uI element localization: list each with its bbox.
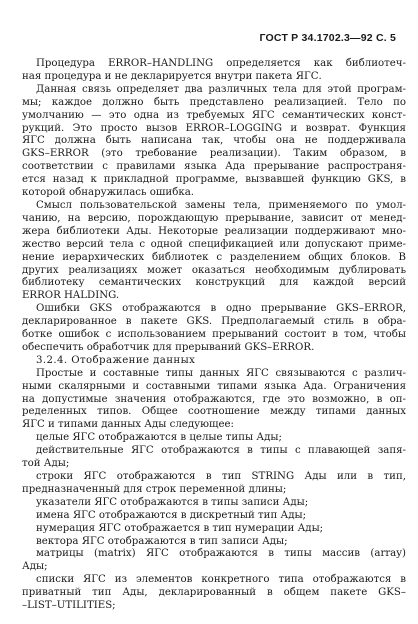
text-line: ная процедура и не декларируется внутри пакета ЯГС.	[22, 70, 322, 82]
text-line: строки ЯГС отображаются в тип STRING Ады или в тип,	[36, 471, 406, 482]
text-line: на допустимые значения отображаются, где это возможно, в оп-	[22, 393, 406, 405]
text-line: чанию, на версию, порождающую прерывание, зависит от менед-	[22, 212, 406, 224]
text-line: Смысл пользовательской замены тела, применяемого по умол-	[36, 199, 406, 211]
text-line: действительные ЯГС отображаются в типы с плавающей запя-	[36, 445, 406, 457]
text-line: соответствии с правилами языка Ада прерывание распространя-	[22, 161, 406, 173]
text-line: целые ЯГС отображаются в целые типы Ады;	[36, 432, 282, 444]
text-line: нумерация ЯГС отображается в тип нумерации Ады;	[36, 522, 324, 534]
text-line: –LIST–UTILITIES;	[22, 600, 116, 612]
text-line: обеспечить обработчик для прерываний GKS–ERROR.	[22, 341, 315, 353]
text-line: Ады;	[22, 561, 48, 573]
text-line: приватный тип Ады, декларированный в общем пакете GKS–	[22, 587, 406, 599]
text-line: предназначенный для строк переменной длины;	[22, 483, 287, 495]
text-line: мы; каждое должно быть представлено реализацией. Тело по	[22, 96, 406, 108]
text-line: ЯГС должна быть написана так, чтобы она не поддерживала	[22, 135, 406, 147]
text-line: 3.2.4. Отображение данных	[36, 354, 196, 366]
text-line: указатели ЯГС отображаются в типы записи Ады;	[36, 496, 309, 508]
text-line: матрицы (matrix) ЯГС отображаются в типы массив (array)	[36, 548, 406, 560]
text-line: ределенных типов. Общее соотношение между типами данных	[22, 406, 406, 418]
text-line: GKS–ERROR (это требование реализации). Таким образом, в	[22, 148, 406, 160]
text-line: ЯГС и типами данных Ады следующее:	[22, 419, 234, 431]
page-header	[260, 32, 396, 44]
text-line: Ошибки GKS отображаются в одно прерывание GKS–ERROR,	[36, 303, 406, 315]
text-line: жера библиотеки Ады. Некоторые реализации поддерживают мно-	[22, 225, 406, 237]
text-line: других реализациях может оказаться необходимым дублировать	[22, 264, 406, 276]
text-line: Простые и составные типы данных ЯГС связываются с различ-	[36, 367, 406, 379]
text-line: вектора ЯГС отображаются в тип записи Ады;	[36, 535, 288, 547]
text-line: Данная связь определяет два различных тела для этой програм-	[36, 83, 406, 95]
text-line: жество версий тела с одной спецификацией или допускают приме-	[22, 238, 406, 250]
text-line: той Ады;	[22, 458, 70, 470]
text-line: библиотеку семантических конструкций для каждой версий	[22, 277, 406, 289]
text-line: ными скалярными и составными типами языка Ада. Ограничения	[22, 380, 406, 392]
standard-label: ГОСТ Р	[259, 32, 299, 44]
text-line: ботке ошибок с использованием прерываний состоит в том, чтобы	[22, 329, 406, 341]
document-body	[22, 58, 406, 613]
page-number: С. 5	[375, 32, 396, 44]
text-line: ERROR HALDING.	[22, 290, 120, 302]
text-line: умолчанию — это одна из требуемых ЯГС семантических конст-	[22, 109, 406, 121]
text-line: рукций. Это просто вызов ERROR–LOGGING и возврат. Функция	[22, 122, 406, 134]
standard-number: 34.1702.3—92	[301, 32, 373, 44]
text-line: имена ЯГС отображаются в дискретный тип Ады;	[36, 509, 307, 521]
text-line: списки ЯГС из элементов конкретного типа отображаются в	[36, 574, 406, 586]
text-line: которой обнаружилась ошибка.	[22, 187, 195, 199]
text-line: ется назад к прикладной программе, вызвавшей функцию GKS, в	[22, 174, 406, 186]
text-line: декларированное в пакете GKS. Предполагаемый стиль в обра-	[22, 316, 406, 328]
text-line: Процедура ERROR–HANDLING определяется как библиотеч-	[36, 58, 406, 69]
text-line: нение иерархических библиотек с разделением общих блоков. В	[22, 251, 406, 263]
